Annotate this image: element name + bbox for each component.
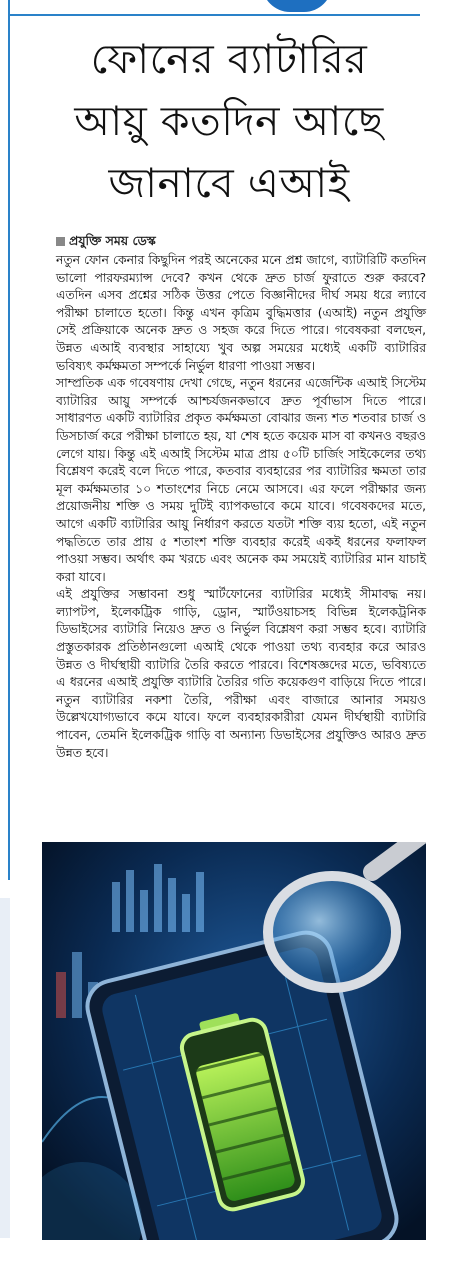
article-paragraph: সাম্প্রতিক এক গবেষণায় দেখা গেছে, নতুন ধরনের এজেন্টিক এআই সিস্টেম ব্যাটারির আয়ু সম্পর্কে আশ্চর্যজনকভাবে দ্রুত পূর্বাভাস দিতে পারে। সাধারণত একটি ব্যাটারির প্রকৃত কর্মক্ষমতা বোঝার জন্য শত শতবার চার্জ ও ডিসচার্জ করে পরীক্ষা চালাতে হয়, যা শেষ হতে কয়েক মাস বা কখনও বছরও লেগে যায়। কিন্তু এই এআই সিস্টেম মাত্র প্রায় ৫০টি চার্জিং সাইকেলের তথ্য বিশ্লেষণ করেই বলে দিতে পারে, কতবার ব্যবহারের পর ব্যাটারির ক্ষমতা তার মূল কর্মক্ষমতার ১০ শতাংশের নিচে নেমে আসবে। এর ফলে পরীক্ষার জন্য প্রয়োজনীয় শক্তি ও সময় দুটিই ব্যাপকভাবে কমে যাবে। গবেষকদের মতে, আগে একটি ব্যাটারির আয়ু নির্ধারণ করতে যতটা শক্তি ব্যয় হতো, এই নতুন পদ্ধতিতে তার প্রায় ৫ শতাংশ শক্তি ব্যবহার করেই একই ধরনের ফলাফল পাওয়া সম্ভব। অর্থাৎ কম খরচে এবং অনেক কম সময়েই ব্যাটারির মান যাচাই করা যাবে। [56,376,426,584]
brand-swoosh [262,0,332,12]
square-bullet-icon [56,237,65,246]
left-column-rule [8,0,10,880]
headline-line-1: ফোনের ব্যাটারির [90,35,368,83]
article-paragraph: নতুন ফোন কেনার কিছুদিন পরই অনেকের মনে প্রশ্ন জাগে, ব্যাটারিটি কতদিন ভালো পারফরম্যান্স দেবে? কখন থেকে দ্রুত চার্জ ফুরাতে শুরু করবে? এতদিন এসব প্রশ্নের সঠিক উত্তর পেতে বিজ্ঞানীদের দীর্ঘ সময় ধরে ল্যাবে পরীক্ষা চালাতে হতো। কিন্তু এখন কৃত্রিম বুদ্ধিমত্তার (এআই) নতুন প্রযুক্তি সেই প্রক্রিয়াকে অনেক দ্রুত ও সহজ করে দিতে পারে। গবেষকরা বলছেন, উন্নত এআই ব্যবস্থার সাহায্যে খুব অল্প সময়ের মধ্যেই একটি ব্যাটারির ভবিষ্যৎ কর্মক্ষমতা সম্পর্কে নির্ভুল ধারণা পাওয়া সম্ভব। [56,253,426,373]
top-header-bar [0,0,459,18]
byline-text: প্রযুক্তি সময় ডেস্ক [69,233,156,248]
byline [56,233,426,253]
header-rule [10,14,420,16]
headline-line-2: আয়ু কতদিন আছে [74,97,384,145]
phone-battery-illustration [42,842,426,1240]
article-body [56,252,426,762]
headline [24,28,434,214]
headline-line-3: জানাবে এআই [108,159,350,207]
article-photo [42,842,426,1240]
left-margin-panel [0,898,10,1238]
article-paragraph: এই প্রযুক্তির সম্ভাবনা শুধু স্মার্টফোনের ব্যাটারির মধ্যেই সীমাবদ্ধ নয়। ল্যাপটপ, ইলেকট্রিক গাড়ি, ড্রোন, স্মার্টওয়াচসহ বিভিন্ন ইলেকট্রনিক ডিভাইসের ব্যাটারি নিয়েও দ্রুত ও নির্ভুল বিশ্লেষণ করা সম্ভব হবে। ব্যাটারি প্রস্তুতকারক প্রতিষ্ঠানগুলো এআই থেকে পাওয়া তথ্য ব্যবহার করে আরও উন্নত ও দীর্ঘস্থায়ী ব্যাটারি তৈরি করতে পারবে। বিশেষজ্ঞদের মতে, ভবিষ্যতে এ ধরনের এআই প্রযুক্তি ব্যাটারি তৈরির গতি কয়েকগুণ বাড়িয়ে দিতে পারে। নতুন ব্যাটারির নকশা তৈরি, পরীক্ষা এবং বাজারে আনার সময়ও উল্লেখযোগ্যভাবে কমে যাবে। ফলে ব্যবহারকারীরা যেমন দীর্ঘস্থায়ী ব্যাটারি পাবেন, তেমনি ইলেকট্রিক গাড়ি বা অন্যান্য ডিভাইসের প্রযুক্তিও আরও দ্রুত উন্নত হবে। [56,587,426,760]
